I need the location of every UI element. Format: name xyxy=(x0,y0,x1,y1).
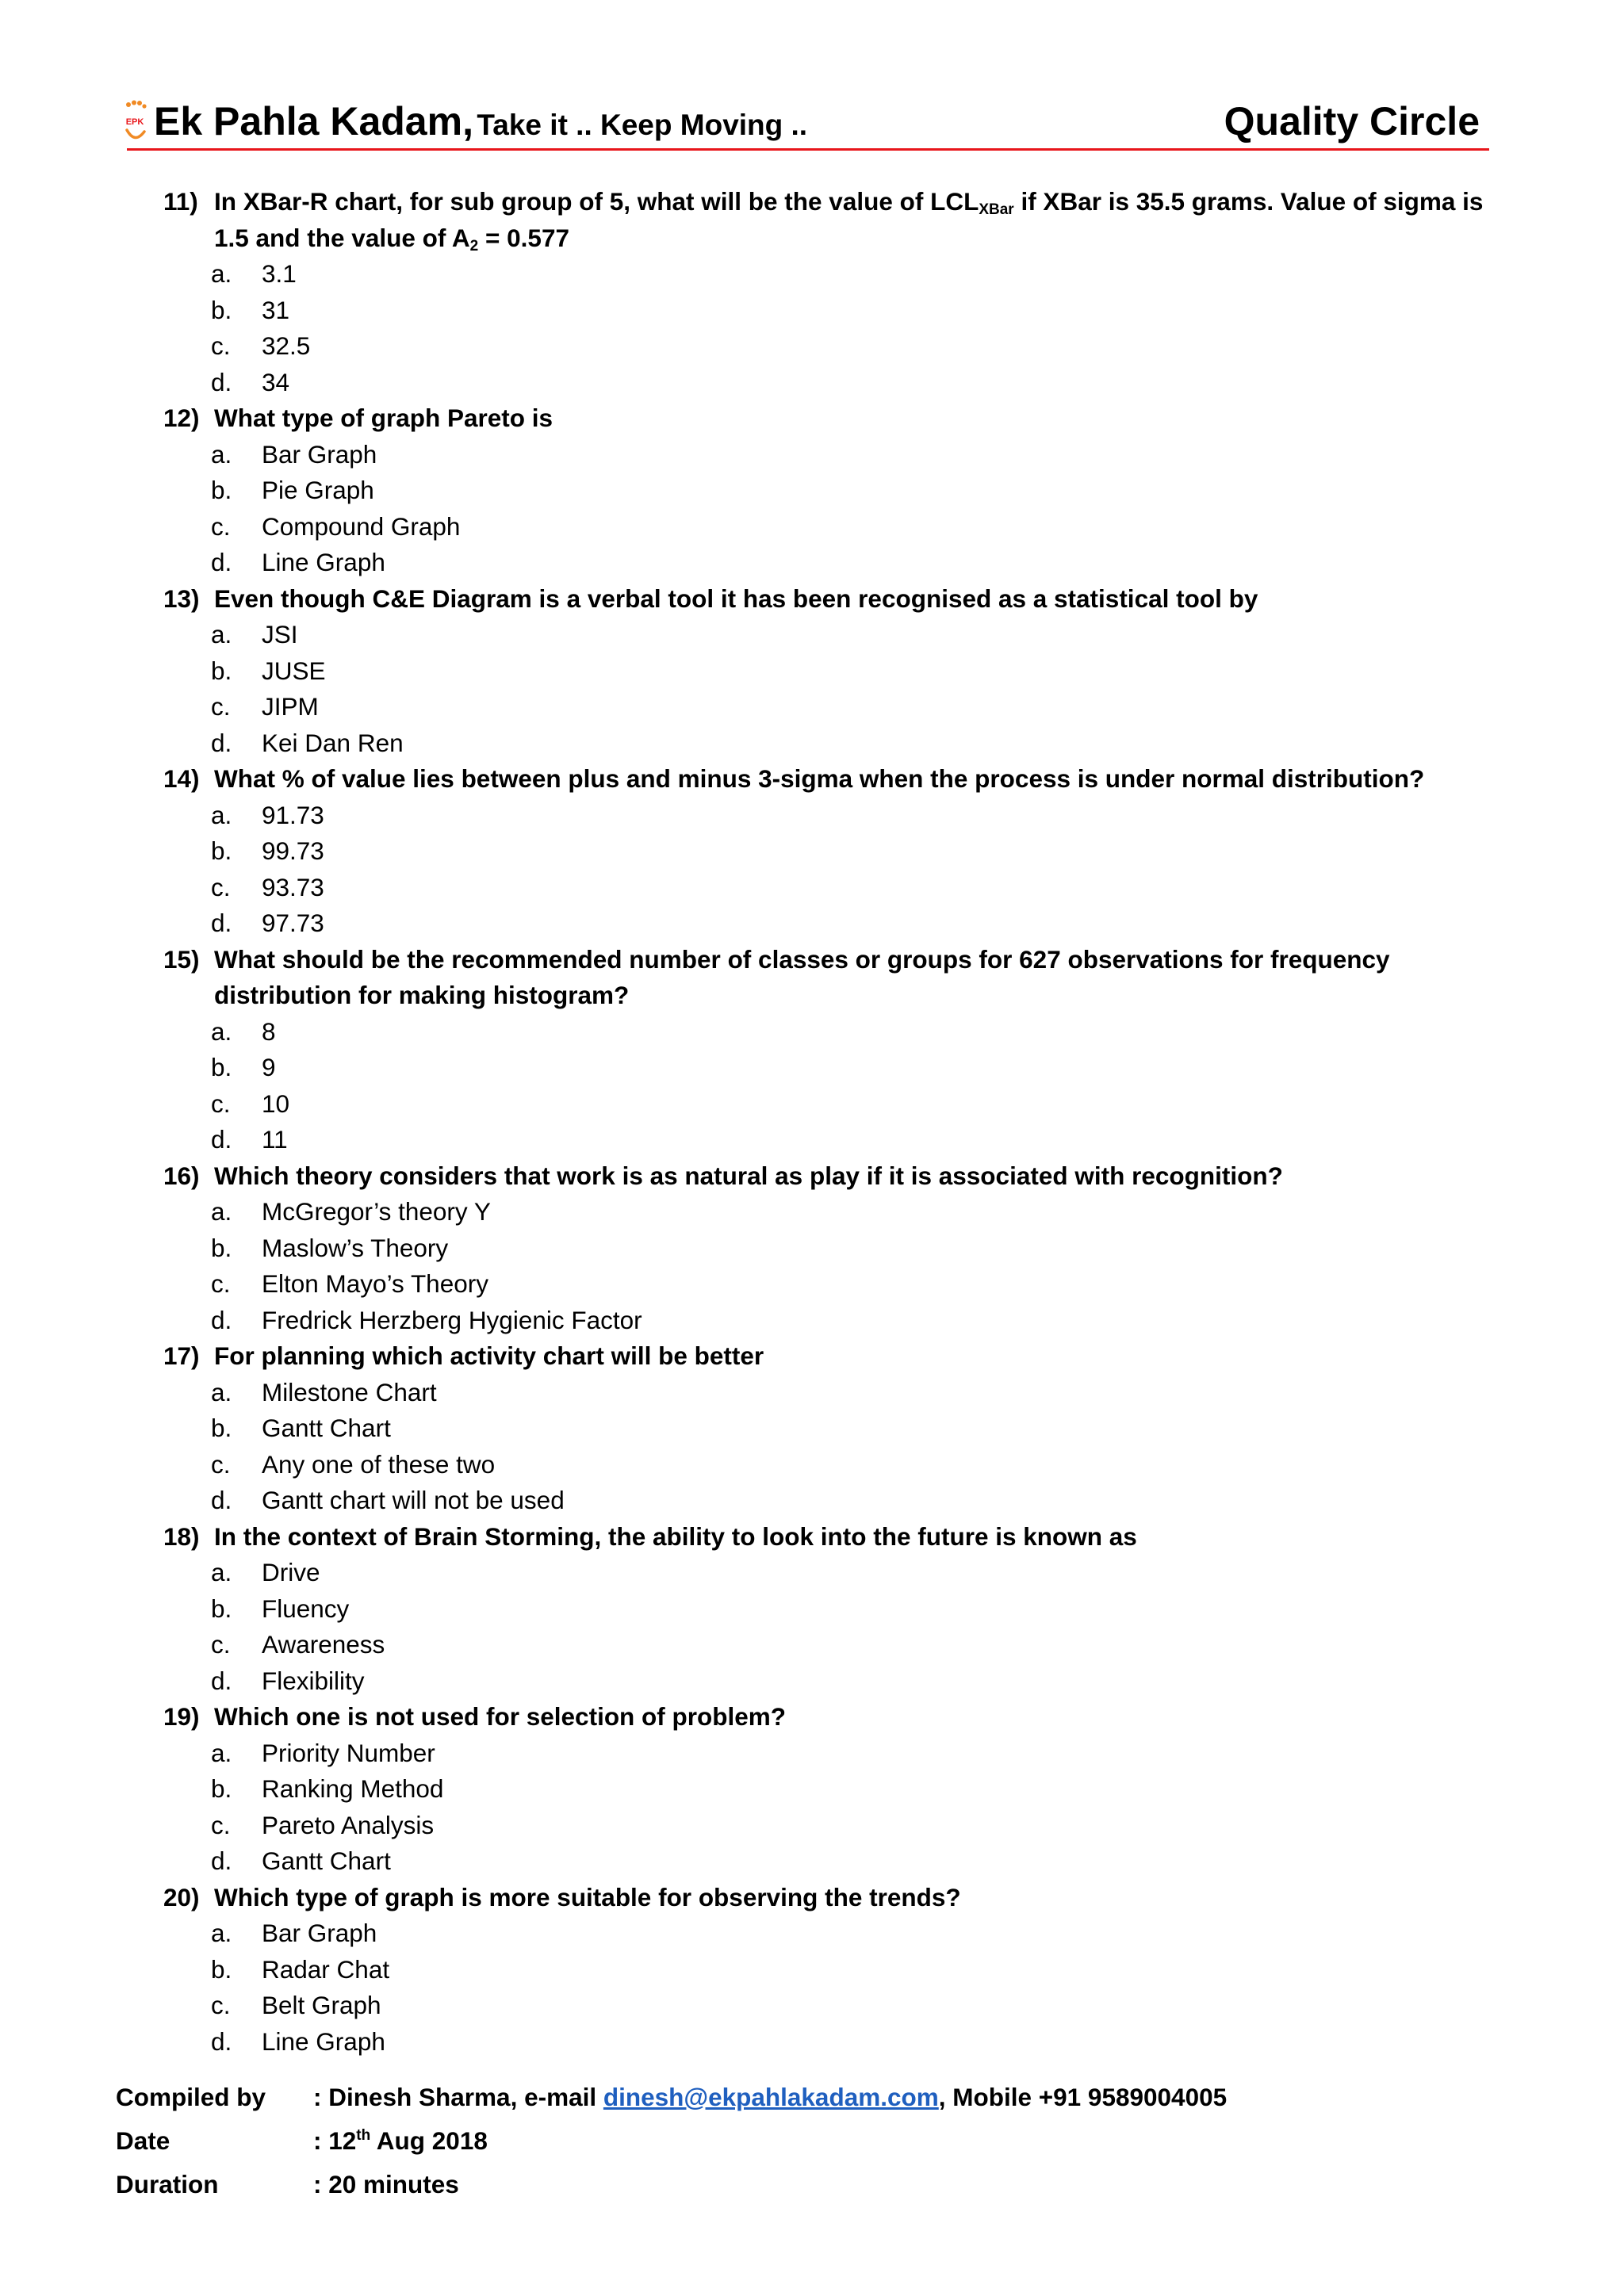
option-letter: c. xyxy=(211,1449,231,1479)
option-item xyxy=(163,1050,1511,1086)
options-list xyxy=(163,256,1511,400)
document-footer xyxy=(116,2076,1464,2206)
option-item xyxy=(163,1988,1511,2024)
option-text: Maslow’s Theory xyxy=(262,1233,449,1262)
option-item xyxy=(163,2024,1511,2061)
option-item xyxy=(163,1122,1511,1158)
option-letter: d. xyxy=(211,1666,232,1695)
subscript-xbar: XBar xyxy=(979,201,1014,218)
option-item xyxy=(163,1447,1511,1483)
option-letter: a. xyxy=(211,259,232,288)
question-text: Even though C&E Diagram is a verbal tool it has been recognised as a statistical tool by xyxy=(214,584,1258,613)
option-letter: b. xyxy=(211,295,232,324)
duration-row xyxy=(116,2163,1464,2206)
compiled-by-suffix: , Mobile +91 9589004005 xyxy=(938,2083,1228,2111)
options-list xyxy=(163,617,1511,761)
option-item xyxy=(163,256,1511,293)
question-text-part: if XBar is 35.5 grams. Value of sigma is 1.5 and the value of A xyxy=(214,187,1484,252)
option-text: Gantt Chart xyxy=(262,1846,391,1875)
option-item xyxy=(163,833,1511,870)
question-text: Which theory considers that work is as natural as play if it is associated with recognition? xyxy=(214,1161,1283,1190)
page-header xyxy=(119,92,1491,155)
option-text: Radar Chat xyxy=(262,1954,390,1984)
option-item xyxy=(163,1086,1511,1123)
option-letter: c. xyxy=(211,511,231,541)
option-letter: c. xyxy=(211,692,231,721)
option-item xyxy=(163,1194,1511,1230)
question-text: Which type of graph is more suitable for observing the trends? xyxy=(214,1882,961,1911)
option-letter: b. xyxy=(211,1233,232,1262)
compiled-by-label: Compiled by xyxy=(116,2083,266,2111)
option-item xyxy=(163,1555,1511,1591)
option-text: Drive xyxy=(262,1558,320,1586)
option-item xyxy=(163,1410,1511,1447)
logo-text: EPK xyxy=(125,117,144,127)
question-16 xyxy=(163,1158,1511,1195)
question-number: 19) xyxy=(163,1702,200,1731)
option-item xyxy=(163,1591,1511,1628)
question-text-part: = 0.577 xyxy=(478,223,569,252)
option-text: Line Graph xyxy=(262,2026,385,2056)
option-letter: c. xyxy=(211,1089,231,1118)
option-text: McGregor’s theory Y xyxy=(262,1197,491,1226)
question-number: 17) xyxy=(163,1341,200,1370)
option-letter: c. xyxy=(211,872,231,901)
date-prefix: : 12 xyxy=(313,2126,357,2155)
brand-tagline: Take it .. Keep Moving .. xyxy=(477,109,808,141)
option-item xyxy=(163,365,1511,401)
option-text: Pareto Analysis xyxy=(262,1810,435,1839)
option-item xyxy=(163,1230,1511,1267)
option-text: 31 xyxy=(262,295,290,324)
option-letter: b. xyxy=(211,1954,232,1984)
option-text: 99.73 xyxy=(262,836,324,865)
option-text: Flexibility xyxy=(262,1666,365,1695)
subscript-2: 2 xyxy=(469,237,479,254)
option-letter: d. xyxy=(211,728,232,757)
option-text: Belt Graph xyxy=(262,1991,381,2019)
question-11 xyxy=(163,184,1511,256)
date-value xyxy=(313,2119,488,2163)
options-list xyxy=(163,437,1511,581)
option-text: 32.5 xyxy=(262,331,311,360)
option-text: Gantt Chart xyxy=(262,1414,391,1442)
option-item xyxy=(163,1915,1511,1952)
option-text: 93.73 xyxy=(262,872,324,901)
option-item xyxy=(163,870,1511,906)
question-number: 16) xyxy=(163,1161,200,1190)
option-text: Kei Dan Ren xyxy=(262,728,404,757)
option-item xyxy=(163,1266,1511,1303)
option-letter: b. xyxy=(211,1774,232,1803)
option-item xyxy=(163,473,1511,509)
option-text: Elton Mayo’s Theory xyxy=(262,1269,488,1298)
option-letter: b. xyxy=(211,656,232,685)
option-letter: a. xyxy=(211,620,232,649)
option-text: 3.1 xyxy=(262,259,297,288)
option-text: Bar Graph xyxy=(262,1919,377,1947)
compiled-by-value xyxy=(313,2076,1227,2119)
option-item xyxy=(163,798,1511,834)
options-list xyxy=(163,1735,1511,1880)
option-text: JIPM xyxy=(262,692,319,721)
question-list xyxy=(163,184,1511,2060)
option-text: Pie Graph xyxy=(262,476,374,504)
question-text-part: In XBar-R chart, for sub group of 5, what will be the value of LCL xyxy=(214,187,979,216)
document-title: Quality Circle xyxy=(1224,99,1480,144)
option-text: 9 xyxy=(262,1053,276,1081)
option-letter: b. xyxy=(211,836,232,865)
options-list xyxy=(163,798,1511,942)
option-item xyxy=(163,689,1511,725)
option-text: 11 xyxy=(262,1125,288,1154)
option-item xyxy=(163,437,1511,473)
option-letter: a. xyxy=(211,439,232,469)
option-item xyxy=(163,1014,1511,1050)
question-13 xyxy=(163,581,1511,618)
date-superscript: th xyxy=(356,2127,371,2144)
question-text: Which one is not used for selection of problem? xyxy=(214,1702,787,1731)
option-text: 97.73 xyxy=(262,909,324,937)
option-text: JUSE xyxy=(262,656,326,685)
question-number: 15) xyxy=(163,944,200,974)
question-12 xyxy=(163,400,1511,437)
option-item xyxy=(163,1483,1511,1519)
options-list xyxy=(163,1375,1511,1519)
question-17 xyxy=(163,1338,1511,1375)
option-letter: b. xyxy=(211,476,232,504)
option-text: 34 xyxy=(262,367,290,396)
option-text: Bar Graph xyxy=(262,439,377,469)
question-15 xyxy=(163,942,1511,1014)
option-letter: c. xyxy=(211,1810,231,1839)
option-item xyxy=(163,1843,1511,1880)
question-number: 14) xyxy=(163,764,200,793)
question-19 xyxy=(163,1699,1511,1735)
option-text: 10 xyxy=(262,1089,290,1118)
option-text: Milestone Chart xyxy=(262,1377,437,1406)
options-list xyxy=(163,1555,1511,1699)
option-item xyxy=(163,653,1511,690)
option-letter: a. xyxy=(211,1197,232,1226)
compiled-by-prefix: : Dinesh Sharma, e-mail xyxy=(313,2083,603,2111)
email-link[interactable]: dinesh@ekpahlakadam.com xyxy=(603,2083,939,2111)
option-item xyxy=(163,328,1511,365)
question-number: 13) xyxy=(163,584,200,613)
brand-line xyxy=(154,98,807,144)
option-letter: a. xyxy=(211,800,232,829)
compiled-by-row xyxy=(116,2076,1464,2119)
option-item xyxy=(163,1303,1511,1339)
option-text: Fluency xyxy=(262,1594,350,1623)
question-number: 12) xyxy=(163,404,200,432)
question-number: 18) xyxy=(163,1521,200,1551)
option-letter: b. xyxy=(211,1414,232,1442)
option-letter: d. xyxy=(211,548,232,576)
option-letter: d. xyxy=(211,1486,232,1514)
option-letter: d. xyxy=(211,1846,232,1875)
option-item xyxy=(163,1627,1511,1663)
option-item xyxy=(163,1663,1511,1700)
option-letter: d. xyxy=(211,1125,232,1154)
date-label: Date xyxy=(116,2126,170,2155)
option-text: Any one of these two xyxy=(262,1449,496,1479)
option-letter: a. xyxy=(211,1919,232,1947)
option-letter: a. xyxy=(211,1738,232,1767)
option-letter: a. xyxy=(211,1558,232,1586)
option-item xyxy=(163,1735,1511,1772)
question-text xyxy=(214,187,1483,252)
footprint-logo-icon xyxy=(122,100,149,146)
option-text: Fredrick Herzberg Hygienic Factor xyxy=(262,1305,642,1334)
date-row xyxy=(116,2119,1464,2163)
option-item xyxy=(163,617,1511,653)
options-list xyxy=(163,1915,1511,2060)
option-text: Ranking Method xyxy=(262,1774,444,1803)
option-text: 8 xyxy=(262,1016,276,1046)
option-letter: d. xyxy=(211,909,232,937)
option-letter: d. xyxy=(211,1305,232,1334)
option-text: Line Graph xyxy=(262,548,385,576)
option-letter: d. xyxy=(211,367,232,396)
option-letter: c. xyxy=(211,1269,231,1298)
date-suffix: Aug 2018 xyxy=(370,2126,488,2155)
option-item xyxy=(163,293,1511,329)
option-item xyxy=(163,725,1511,762)
option-item xyxy=(163,509,1511,545)
options-list xyxy=(163,1194,1511,1338)
option-item xyxy=(163,905,1511,942)
duration-value: : 20 minutes xyxy=(313,2170,459,2198)
option-letter: a. xyxy=(211,1377,232,1406)
option-letter: c. xyxy=(211,331,231,360)
question-number: 20) xyxy=(163,1882,200,1911)
option-text: Compound Graph xyxy=(262,511,461,541)
brand-name: Ek Pahla Kadam, xyxy=(154,99,473,144)
option-item xyxy=(163,545,1511,581)
option-letter: b. xyxy=(211,1594,232,1623)
duration-label: Duration xyxy=(116,2170,219,2198)
question-18 xyxy=(163,1519,1511,1556)
option-letter: d. xyxy=(211,2026,232,2056)
option-letter: c. xyxy=(211,1991,231,2019)
question-number: 11) xyxy=(163,187,198,216)
option-item xyxy=(163,1771,1511,1808)
option-text: Awareness xyxy=(262,1630,385,1659)
option-item xyxy=(163,1375,1511,1411)
option-letter: a. xyxy=(211,1016,232,1046)
option-text: JSI xyxy=(262,620,298,649)
option-letter: c. xyxy=(211,1630,231,1659)
option-letter: b. xyxy=(211,1053,232,1081)
options-list xyxy=(163,1014,1511,1158)
question-text: What % of value lies between plus and minus 3-sigma when the process is under normal distribution? xyxy=(214,764,1425,793)
option-item xyxy=(163,1952,1511,1988)
question-14 xyxy=(163,761,1511,798)
question-text: For planning which activity chart will be better xyxy=(214,1341,764,1370)
option-text: 91.73 xyxy=(262,800,324,829)
option-item xyxy=(163,1808,1511,1844)
header-rule xyxy=(127,148,1489,151)
question-text: What should be the recommended number of classes or groups for 627 observations for frequency distribution for making histogram? xyxy=(214,944,1390,1009)
question-20 xyxy=(163,1880,1511,1916)
question-text: In the context of Brain Storming, the ability to look into the future is known as xyxy=(214,1521,1137,1551)
option-text: Gantt chart will not be used xyxy=(262,1486,565,1514)
question-text: What type of graph Pareto is xyxy=(214,404,553,432)
option-text: Priority Number xyxy=(262,1738,435,1767)
